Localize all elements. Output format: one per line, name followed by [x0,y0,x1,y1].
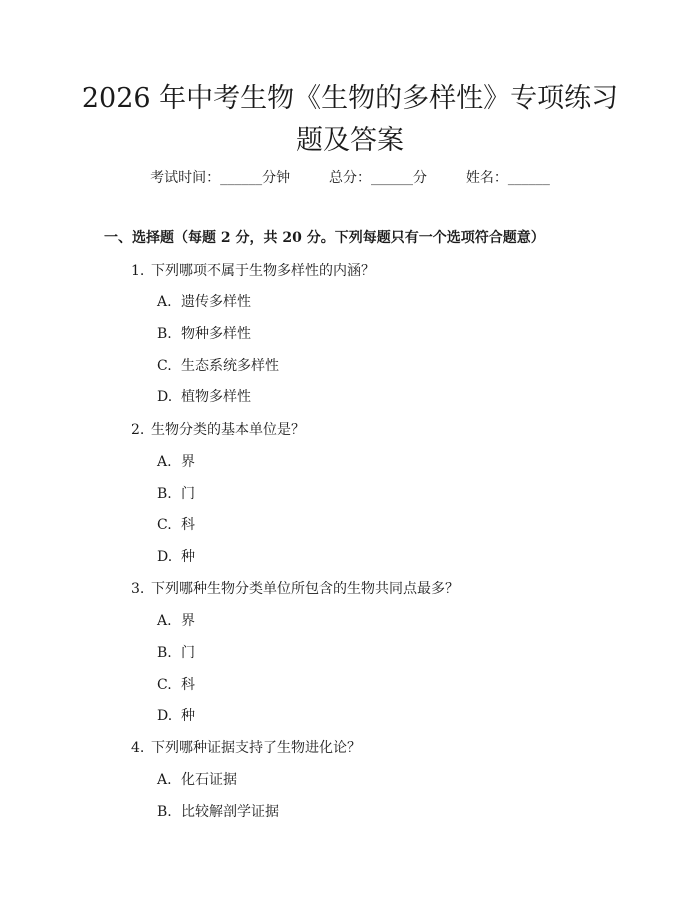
option-text: 门 [181,645,195,661]
question-text: 下列哪项不属于生物多样性的内涵？ [151,263,375,279]
name-label: 姓名： [465,170,508,186]
option-letter: C. [157,517,172,533]
option-text: 生态系统多样性 [181,358,279,374]
exam-time-blank: ______ [220,170,263,186]
question-3-option-c [157,675,195,695]
total-score-label: 总分： [329,170,371,186]
option-text: 化石证据 [181,772,237,788]
question-3 [131,579,459,599]
question-2-option-c [157,515,195,535]
question-1 [131,261,375,281]
question-number: 3. [131,581,145,597]
exam-time-label: 考试时间： [150,170,221,186]
exam-time-unit: 分钟 [262,170,291,186]
question-number: 4. [131,740,145,756]
option-letter: B. [157,804,172,820]
option-letter: B. [157,326,172,342]
title-line-2: 题及答案 [296,125,404,156]
option-letter: D. [157,549,173,565]
option-text: 界 [181,613,195,629]
total-score-unit: 分 [413,170,427,186]
option-text: 界 [181,454,195,470]
question-text: 生物分类的基本单位是？ [151,422,305,438]
total-score-blank: ______ [371,170,413,186]
question-4-option-a [157,770,237,790]
question-3-option-d [157,706,195,726]
option-text: 物种多样性 [181,326,251,342]
question-2-option-a [157,452,195,472]
section-heading-choice: 一、选择题（每题 2 分，共 20 分。下列每题只有一个选项符合题意） [104,230,545,246]
option-letter: A. [157,613,172,629]
option-text: 门 [181,486,195,502]
option-letter: D. [157,708,173,724]
option-text: 植物多样性 [181,389,251,405]
option-text: 科 [181,517,195,533]
option-letter: A. [157,454,172,470]
name-blank: ______ [507,170,550,186]
question-1-option-b [157,324,251,344]
question-2-option-b [157,484,195,504]
question-text: 下列哪种生物分类单位所包含的生物共同点最多？ [151,581,459,597]
document-title [60,78,640,162]
question-2 [131,420,305,440]
option-text: 遗传多样性 [181,294,251,310]
option-letter: A. [157,772,172,788]
question-3-option-a [157,611,195,631]
option-letter: C. [157,358,172,374]
option-letter: D. [157,389,173,405]
question-number: 1. [131,263,145,279]
option-letter: C. [157,677,172,693]
question-1-option-d [157,387,251,407]
question-1-option-c [157,356,279,376]
question-text: 下列哪种证据支持了生物进化论？ [151,740,361,756]
question-number: 2. [131,422,145,438]
option-letter: B. [157,645,172,661]
option-text: 种 [181,708,195,724]
option-letter: A. [157,294,172,310]
option-text: 比较解剖学证据 [181,804,279,820]
option-text: 科 [181,677,195,693]
question-3-option-b [157,643,195,663]
title-line-1: 2026 年中考生物《生物的多样性》专项练习 [81,83,619,114]
question-2-option-d [157,547,195,567]
option-text: 种 [181,549,195,565]
question-1-option-a [157,292,251,312]
question-4-option-b [157,802,279,822]
exam-meta-line [0,168,700,188]
question-4 [131,738,361,758]
option-letter: B. [157,486,172,502]
